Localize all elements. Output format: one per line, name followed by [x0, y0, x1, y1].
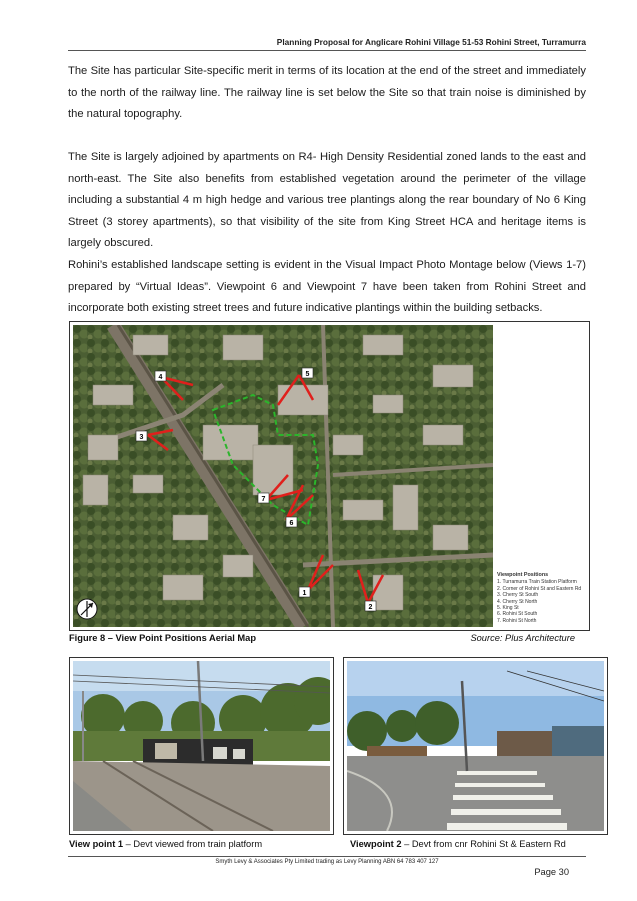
- footer-divider: [68, 856, 586, 857]
- viewpoint-1-label: View point 1: [69, 839, 124, 849]
- svg-text:3: 3: [139, 434, 144, 441]
- legend-item: 2. Corner of Rohini St and Eastern Rd: [497, 585, 582, 592]
- page-footer: Smyth Levy & Associates Pty Limited trading as Levy Planning ABN 64 783 407 127: [215, 859, 439, 865]
- aerial-map-image: [73, 325, 493, 627]
- svg-text:6: 6: [289, 520, 294, 527]
- viewpoint-2-caption: [350, 839, 566, 849]
- viewpoint-marker-3: [136, 431, 147, 441]
- figure-caption: Figure 8 – View Point Positions Aerial Map: [69, 633, 257, 643]
- svg-text:4: 4: [158, 374, 163, 381]
- header-divider: [68, 50, 586, 51]
- legend-item: 7. Rohini St North: [497, 617, 537, 624]
- paragraph-landscape-setting: Rohini’s established landscape setting is evident in the Visual Impact Photo Montage below (Views 1-7) prepared by “Virtual Ideas”. Viewpoint 6 and Viewpoint 7 have been taken from Rohini Street and incorporate both existing street trees and future indicative plantings within the building setbacks.: [68, 259, 586, 314]
- legend-item: 4. Cherry St North: [497, 598, 538, 605]
- viewpoint-marker-1: [299, 587, 310, 597]
- paragraph-site-merit: The Site has particular Site-specific merit in terms of its location at the end of the street and immediately to the north of the railway line. The railway line is set below the Site so that train noise is diminished by the natural topography.: [68, 65, 586, 120]
- north-arrow-icon: [77, 599, 97, 619]
- viewpoint-marker-7: [258, 493, 269, 503]
- legend-item: 5. King St: [497, 605, 519, 612]
- figure-source: Source: Plus Architecture: [470, 633, 575, 643]
- viewpoint-marker-5: [302, 368, 313, 378]
- paragraph-adjoining-land: The Site is largely adjoined by apartments on R4- High Density Residential zoned lands to the east and north-east. The Site also benefits from established vegetation around the perimeter of the village including a substantial 4 m high hedge and various tree plantings along the rear boundary of No 6 King Street (3 storey apartments), so that visibility of the site from King Street HCA and heritage items is largely obscured.: [68, 151, 586, 249]
- legend-item: 6. Rohini St South: [497, 611, 538, 618]
- viewpoint-marker-2: [365, 601, 376, 611]
- viewpoint-2-label: Viewpoint 2: [350, 839, 402, 849]
- viewpoint-1-photo: [69, 657, 334, 835]
- viewpoint-1-caption: [69, 839, 262, 849]
- svg-text:5: 5: [305, 371, 310, 378]
- viewpoint-marker-6: [286, 517, 297, 527]
- viewpoint-legend: [497, 572, 587, 624]
- page-number: Page 30: [534, 867, 569, 877]
- svg-text:7: 7: [261, 496, 266, 503]
- viewpoint-marker-4: [155, 371, 166, 381]
- svg-text:2: 2: [368, 604, 373, 611]
- legend-title: Viewpoint Positions: [497, 572, 549, 578]
- viewpoint-1-description: – Devt viewed from train platform: [123, 839, 263, 849]
- viewpoint-2-photo: [343, 657, 608, 835]
- legend-item: 1. Turramurra Train Station Platform: [497, 579, 577, 586]
- street-corner-image: [347, 661, 604, 831]
- train-platform-image: [73, 661, 330, 831]
- svg-text:1: 1: [302, 590, 307, 597]
- page-header: Planning Proposal for Anglicare Rohini Village 51-53 Rohini Street, Turramurra: [276, 37, 586, 47]
- viewpoint-2-description: – Devt from cnr Rohini St & Eastern Rd: [401, 839, 566, 849]
- legend-item: 3. Cherry St South: [497, 592, 539, 599]
